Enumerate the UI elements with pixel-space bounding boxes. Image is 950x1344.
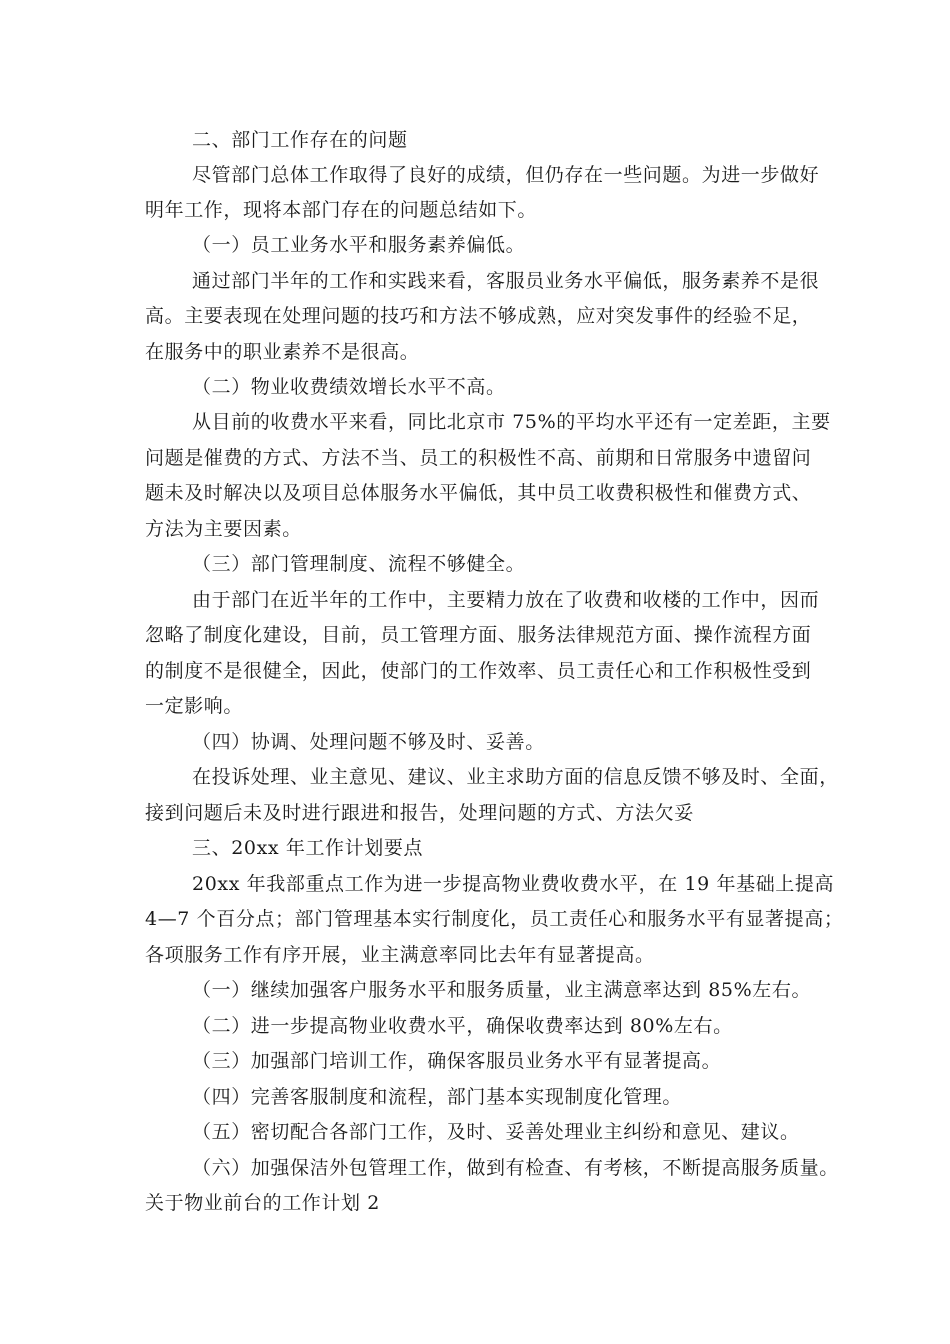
plan-item-6: （六）加强保洁外包管理工作，做到有检查、有考核，不断提高服务质量。 xyxy=(192,1157,839,1179)
paragraph-line: 接到问题后未及时进行跟进和报告，处理问题的方式、方法欠妥 xyxy=(145,802,694,824)
paragraph-line: 一定影响。 xyxy=(145,695,244,717)
plan-item-3: （三）加强部门培训工作，确保客服员业务水平有显著提高。 xyxy=(192,1050,722,1072)
paragraph-line: 各项服务工作有序开展，业主满意率同比去年有显著提高。 xyxy=(145,944,655,966)
subheading-3: （三）部门管理制度、流程不够健全。 xyxy=(192,553,526,575)
section-heading-problems: 二、部门工作存在的问题 xyxy=(192,129,408,151)
subheading-1: （一）员工业务水平和服务素养偏低。 xyxy=(192,234,526,256)
paragraph-line: 在投诉处理、业主意见、建议、业主求助方面的信息反馈不够及时、全面， xyxy=(192,766,839,788)
paragraph-line: 的制度不是很健全，因此，使部门的工作效率、员工责任心和工作积极性受到 xyxy=(145,660,812,682)
paragraph-line: 4—7 个百分点；部门管理基本实行制度化，员工责任心和服务水平有显著提高； xyxy=(145,908,844,930)
document-title-next: 关于物业前台的工作计划 2 xyxy=(145,1192,380,1214)
paragraph-line: 问题是催费的方式、方法不当、员工的积极性不高、前期和日常服务中遗留问 xyxy=(145,447,812,469)
plan-item-2: （二）进一步提高物业收费水平，确保收费率达到 80%左右。 xyxy=(192,1015,733,1037)
paragraph-line: 明年工作，现将本部门存在的问题总结如下。 xyxy=(145,199,538,221)
subheading-4: （四）协调、处理问题不够及时、妥善。 xyxy=(192,731,545,753)
paragraph-line: 20xx 年我部重点工作为进一步提高物业费收费水平，在 19 年基础上提高 xyxy=(192,873,835,895)
paragraph-line: 高。主要表现在处理问题的技巧和方法不够成熟，应对突发事件的经验不足， xyxy=(145,305,812,327)
paragraph-line: 通过部门半年的工作和实践来看，客服员业务水平偏低，服务素养不是很 xyxy=(192,270,820,292)
plan-item-1: （一）继续加强客户服务水平和服务质量，业主满意率达到 85%左右。 xyxy=(192,979,812,1001)
paragraph-line: 尽管部门总体工作取得了良好的成绩，但仍存在一些问题。为进一步做好 xyxy=(192,164,820,186)
paragraph-line: 题未及时解决以及项目总体服务水平偏低，其中员工收费积极性和催费方式、 xyxy=(145,482,812,504)
paragraph-line: 在服务中的职业素养不是很高。 xyxy=(145,341,420,363)
plan-item-5: （五）密切配合各部门工作，及时、妥善处理业主纠纷和意见、建议。 xyxy=(192,1121,800,1143)
paragraph-line: 由于部门在近半年的工作中，主要精力放在了收费和收楼的工作中，因而 xyxy=(192,589,820,611)
paragraph-line: 从目前的收费水平来看，同比北京市 75%的平均水平还有一定差距，主要 xyxy=(192,411,831,433)
paragraph-line: 忽略了制度化建设，目前，员工管理方面、服务法律规范方面、操作流程方面 xyxy=(145,624,812,646)
paragraph-line: 方法为主要因素。 xyxy=(145,518,302,540)
subheading-2: （二）物业收费绩效增长水平不高。 xyxy=(192,376,506,398)
plan-item-4: （四）完善客服制度和流程，部门基本实现制度化管理。 xyxy=(192,1086,683,1108)
section-heading-plan: 三、20xx 年工作计划要点 xyxy=(192,837,424,859)
